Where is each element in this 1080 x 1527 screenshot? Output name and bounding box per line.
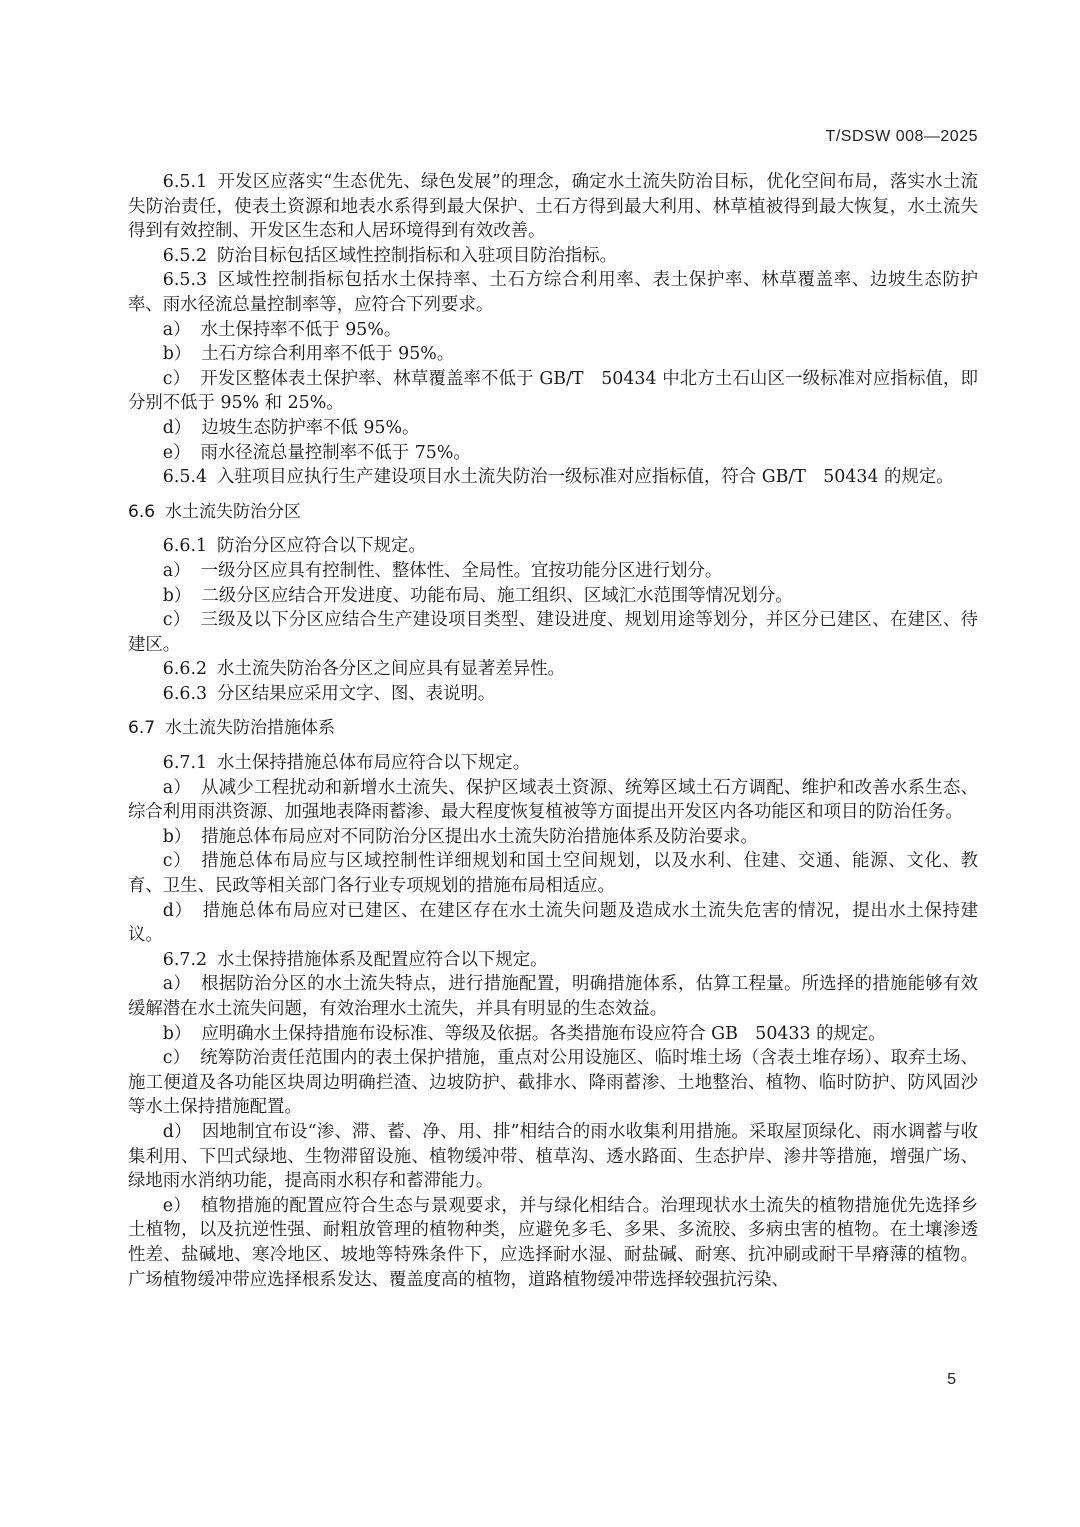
clause-number: 6.7.1 — [162, 753, 208, 774]
clause-text: 水土保持措施体系及配置应符合以下规定。 — [217, 949, 548, 970]
section-number: 6.6 — [128, 501, 156, 522]
item-text: 根据防治分区的水土流失特点，进行措施配置，明确措施体系，估算工程量。所选择的措施能够有效缓解潜在水土流失问题，有效治理水土流失，并具有明显的生态效益。 — [128, 974, 978, 1019]
list-item — [128, 1046, 978, 1120]
item-marker: b） — [162, 344, 192, 365]
item-marker: e） — [162, 442, 191, 463]
item-text: 雨水径流总量控制率不低于 75%。 — [200, 442, 471, 463]
item-text: 开发区整体表土保护率、林草覆盖率不低于 GB/T 50434 中北方土石山区一级标准对应指标值，即分别不低于 95% 和 25%。 — [128, 368, 978, 414]
list-item — [128, 342, 978, 367]
list-item — [128, 849, 978, 898]
clause-6-6-1 — [128, 534, 978, 559]
item-marker: d） — [162, 1121, 192, 1142]
item-marker: d） — [162, 900, 193, 921]
clause-number: 6.5.1 — [162, 172, 208, 192]
list-item — [128, 318, 978, 343]
clause-6-5-1 — [128, 170, 978, 244]
clause-6-6-3 — [128, 682, 978, 707]
item-text: 三级及以下分区应结合生产建设项目类型、建设进度、规划用途等划分，并区分已建区、在建区、待建区。 — [128, 610, 978, 655]
clause-number: 6.6.1 — [162, 536, 208, 557]
item-text: 统筹防治责任范围内的表土保护措施，重点对公用设施区、临时堆土场（含表土堆存场）、取弃土场、施工便道及各功能区块周边明确拦渣、边坡防护、截排水、降雨蓄渗、土地整治、植物、临时防护、防风固沙等水土保持措施配置。 — [128, 1048, 978, 1118]
list-item — [128, 367, 978, 416]
item-text: 措施总体布局应对不同防治分区提出水土流失防治措施体系及防治要求。 — [201, 826, 758, 847]
clause-text: 防治目标包括区域性控制指标和入驻项目防治指标。 — [217, 245, 618, 266]
list-item — [128, 1194, 978, 1292]
clause-number: 6.7.2 — [162, 949, 208, 970]
item-marker: a） — [162, 974, 192, 995]
list-item — [128, 608, 978, 657]
item-marker: b） — [162, 1023, 192, 1044]
item-text: 边坡生态防护率不低 95%。 — [201, 417, 420, 438]
clause-text: 开发区应落实“生态优先、绿色发展”的理念，确定水土流失防治目标，优化空间布局，落实水土流失防治责任，使表土资源和地表水系得到最大保护、土石方得到最大利用、林草植被得到最大恢复，水土流失得到有效控制、开发区生态和人居环境得到有效改善。 — [128, 172, 978, 242]
item-marker: e） — [162, 1195, 192, 1216]
item-text: 一级分区应具有控制性、整体性、全局性。宜按功能分区进行划分。 — [200, 560, 723, 581]
item-text: 土石方综合利用率不低于 95%。 — [201, 344, 455, 365]
clause-6-7-1 — [128, 751, 978, 776]
item-marker: c） — [162, 610, 191, 631]
document-body — [128, 170, 978, 1292]
list-item — [128, 972, 978, 1021]
clause-text: 入驻项目应执行生产建设项目水土流失防治一级标准对应指标值，符合 GB/T 50434 的规定。 — [217, 467, 954, 488]
item-marker: b） — [162, 826, 192, 847]
item-marker: a） — [162, 319, 191, 340]
section-heading-6-7 — [128, 716, 978, 741]
clause-6-5-2 — [128, 244, 978, 269]
clause-6-5-4 — [128, 465, 978, 490]
list-item — [128, 584, 978, 609]
clause-text: 防治分区应符合以下规定。 — [217, 536, 426, 557]
list-item — [128, 899, 978, 948]
clause-text: 分区结果应采用文字、图、表说明。 — [217, 683, 496, 704]
item-text: 水土保持率不低于 95%。 — [200, 319, 402, 340]
list-item — [128, 416, 978, 441]
section-heading-6-6 — [128, 500, 978, 525]
clause-6-6-2 — [128, 657, 978, 682]
item-marker: a） — [162, 560, 191, 581]
list-item — [128, 825, 978, 850]
list-item — [128, 1120, 978, 1194]
section-title: 水土流失防治措施体系 — [165, 718, 336, 739]
item-marker: c） — [162, 851, 192, 872]
clause-text: 区域性控制指标包括水土保持率、土石方综合利用率、表土保护率、林草覆盖率、边坡生态防护率、雨水径流总量控制率等，应符合下列要求。 — [128, 270, 978, 315]
standard-number: T/SDSW 008—2025 — [825, 128, 978, 145]
clause-number: 6.5.4 — [162, 467, 208, 488]
clause-number: 6.6.2 — [162, 659, 208, 680]
item-marker: b） — [162, 585, 192, 606]
item-marker: d） — [162, 417, 192, 438]
item-text: 植物措施的配置应符合生态与景观要求，并与绿化相结合。治理现状水土流失的植物措施优先选择乡土植物，以及抗逆性强、耐粗放管理的植物种类，应避免多毛、多果、多流胶、多病虫害的植物。在土壤渗透性差、盐碱地、寒冷地区、坡地等特殊条件下，应选择耐水湿、耐盐碱、耐寒、抗冲刷或耐干旱瘠薄的植物。广场植物缓冲带应选择根系发达、覆盖度高的植物，道路植物缓冲带选择较强抗污染、 — [128, 1195, 978, 1290]
item-text: 措施总体布局应对已建区、在建区存在水土流失问题及造成水土流失危害的情况，提出水土保持建议。 — [128, 900, 978, 946]
item-text: 因地制宜布设“渗、滞、蓄、净、用、排”相结合的雨水收集利用措施。采取屋顶绿化、雨水调蓄与收集利用、下凹式绿地、生物滞留设施、植物缓冲带、植草沟、透水路面、生态护岸、渗井等措施，增强广场、绿地雨水消纳功能，提高雨水积存和蓄滞能力。 — [128, 1121, 978, 1192]
page-number: 5 — [947, 1371, 956, 1388]
item-text: 从减少工程扰动和新增水土流失、保护区域表土资源、统筹区域土石方调配、维护和改善水系生态、综合利用雨洪资源、加强地表降雨蓄渗、最大程度恢复植被等方面提出开发区内各功能区和项目的防治任务。 — [128, 777, 978, 823]
item-text: 二级分区应结合开发进度、功能布局、施工组织、区域汇水范围等情况划分。 — [201, 585, 793, 606]
clause-text: 水土流失防治各分区之间应具有显著差异性。 — [217, 659, 565, 680]
clause-number: 6.5.3 — [162, 270, 208, 291]
item-marker: c） — [162, 368, 191, 389]
list-item — [128, 776, 978, 825]
item-text: 措施总体布局应与区域控制性详细规划和国土空间规划，以及水利、住建、交通、能源、文化、教育、卫生、民政等相关部门各行业专项规划的措施布局相适应。 — [128, 851, 978, 897]
clause-number: 6.6.3 — [162, 683, 208, 704]
item-text: 应明确水土保持措施布设标准、等级及依据。各类措施布设应符合 GB 50433 的规定。 — [201, 1023, 886, 1044]
list-item — [128, 441, 978, 466]
item-marker: c） — [162, 1048, 191, 1069]
clause-text: 水土保持措施总体布局应符合以下规定。 — [217, 753, 531, 774]
section-title: 水土流失防治分区 — [165, 501, 302, 522]
section-number: 6.7 — [128, 718, 156, 739]
list-item — [128, 559, 978, 584]
list-item — [128, 1022, 978, 1047]
clause-6-5-3 — [128, 268, 978, 317]
item-marker: a） — [162, 777, 192, 798]
clause-number: 6.5.2 — [162, 245, 208, 266]
clause-6-7-2 — [128, 948, 978, 973]
